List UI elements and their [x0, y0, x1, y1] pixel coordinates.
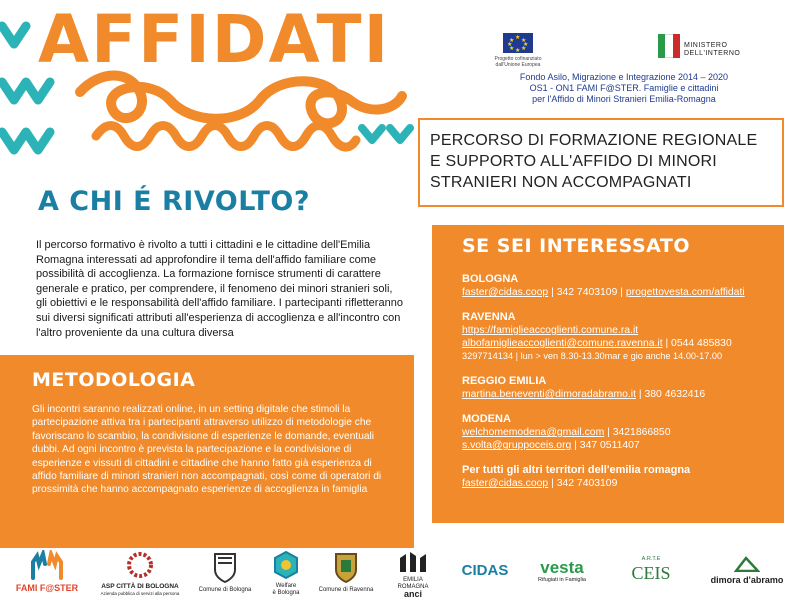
contact-reggio: REGGIO EMILIA martina.beneventi@dimoradabramo.it | 380 4632416 — [462, 375, 784, 401]
hexagon-icon — [273, 550, 299, 580]
anci-logo: EMILIA ROMAGNA anci — [388, 550, 438, 598]
contact-modena: MODENA welchomemodena@gmail.com | 3421866850 s.volta@gruppoceis.org | 347 0511407 — [462, 413, 784, 452]
modena-email-link-2[interactable]: s.volta@gruppoceis.org — [462, 440, 572, 451]
italy-flag-icon — [658, 34, 680, 58]
contact-ravenna: RAVENNA https://famiglieaccoglienti.comune.ra.it albofamiglieaccoglienti@comune.ravenna.it | 0544 485830 3297714134 | lun > ven 8.30-13.30mar e gio anche 14.00-17.00 — [462, 311, 784, 363]
eu-flag-icon: ★ ★ ★ ★ ★ ★ ★ ★ — [503, 33, 533, 53]
comune-bologna-logo: Comune di Bologna — [196, 550, 254, 594]
contacts-panel — [432, 225, 784, 523]
anci-icon — [398, 550, 428, 574]
course-title-line: PERCORSO DI FORMAZIONE REGIONALE — [430, 132, 758, 149]
contacts-heading: SE SEI INTERESSATO — [462, 235, 691, 257]
contact-others: Per tutti gli altri territori dell'emilia romagna faster@cidas.coop | 342 7403109 — [462, 464, 784, 490]
crest-icon — [212, 550, 238, 584]
brand-title: AFFIDATI — [38, 1, 391, 78]
course-title-box — [418, 118, 784, 207]
city-label: BOLOGNA — [462, 273, 519, 285]
ceis-logo: A.R.T.E CEIS — [631, 556, 671, 583]
methodology-heading: METODOLOGIA — [32, 369, 196, 391]
contact-bologna: BOLOGNA faster@cidas.coop | 342 7403109 | progettovesta.com/affidati — [462, 273, 784, 299]
fami-faster-logo: FAMI F@STER — [14, 550, 80, 593]
ravenna-site-link[interactable]: https://famiglieaccoglienti.comune.ra.it — [462, 325, 639, 336]
dimora-abramo-logo: dimora d'abramo — [706, 556, 788, 585]
partner-logos — [0, 548, 800, 608]
hands-icon — [27, 550, 67, 580]
city-label: MODENA — [462, 413, 511, 425]
welfare-bologna-logo: Welfare è Bologna — [262, 550, 310, 597]
comune-ravenna-logo: Comune di Ravenna — [318, 550, 374, 594]
city-label: RAVENNA — [462, 311, 516, 323]
methodology-panel — [0, 355, 414, 548]
who-heading: A CHI É RIVOLTO? — [38, 186, 310, 217]
funding-text: Fondo Asilo, Migrazione e Integrazione 2014 – 2020 OS1 - ON1 FAMI F@STER. Famiglie e cittadini per l'Affido di Minori Stranieri Emilia-Romagna — [519, 72, 729, 104]
eu-caption: Progetto cofinanziato dall'Unione Europea — [494, 56, 542, 68]
mountain-icon — [734, 556, 760, 572]
crest-icon — [333, 550, 359, 584]
who-description: Il percorso formativo è rivolto a tutti i cittadini e le cittadine dell'Emilia Romagna interessati ad approfondire il tema dell'affido familiare come possibilità di accoglienza. La formazione fornisce strumenti di carattere generale e pratico, per comprendere, il fenomeno dei minori stranieri soli, gli obiettivi e le responsabilità dell'affido familiare. I partecipanti rifletteranno sui diversi significati attributi all'esperienza di accoglienza e all'incontro con l'altro proveniente da una cultura diversa — [36, 239, 403, 339]
ravenna-hours: 3297714134 | lun > ven 8.30-13.30mar e gio anche 14.00-17.00 — [462, 351, 723, 361]
others-label: Per tutti gli altri territori dell'emilia romagna — [462, 464, 691, 476]
course-title-line: E SUPPORTO ALL'AFFIDO DI MINORI — [430, 153, 717, 170]
modena-email-link[interactable]: welchomemodena@gmail.com — [462, 427, 605, 438]
reggio-email-link[interactable]: martina.beneventi@dimoradabramo.it — [462, 389, 636, 400]
methodology-description: Gli incontri saranno realizzati online, in un setting digitale che stimoli la partecipazione attiva tra i partecipanti attraverso utilizzo di metodologie che favoriscano lo scambio, la condivisione di esperienze le domande, eventuali dubbi. Ad ogni incontro è prevista la partecipazione e la condivisione di esperienze e vissuti di cittadini e cittadine che hanno fatto già esperienza di affido familiare di minori stranieri non accompagnati, così come di operatori di prossimità che hanno accompagnato esperienze di accoglienza in famiglia — [32, 404, 382, 496]
ministry-caption: MINISTERO DELL'INTERNO — [684, 42, 741, 57]
course-title-line: STRANIERI NON ACCOMPAGNATI — [430, 174, 692, 191]
bologna-email-link[interactable]: faster@cidas.coop — [462, 287, 549, 298]
vesta-logo: vesta Rifugiati in Famiglia — [538, 558, 586, 583]
ravenna-email-link[interactable]: albofamiglieaccoglienti@comune.ravenna.it — [462, 338, 663, 349]
cidas-logo: CIDAS — [461, 562, 509, 579]
bologna-site-link[interactable]: progettovesta.com/affidati — [625, 287, 745, 298]
city-label: REGGIO EMILIA — [462, 375, 547, 387]
others-email-link[interactable]: faster@cidas.coop — [462, 478, 549, 489]
asp-bologna-logo: ASP CITTÀ DI BOLOGNA Azienda pubblica di servizi alla persona — [98, 550, 182, 597]
funding-block — [484, 28, 764, 108]
asp-circle-icon — [125, 550, 155, 580]
